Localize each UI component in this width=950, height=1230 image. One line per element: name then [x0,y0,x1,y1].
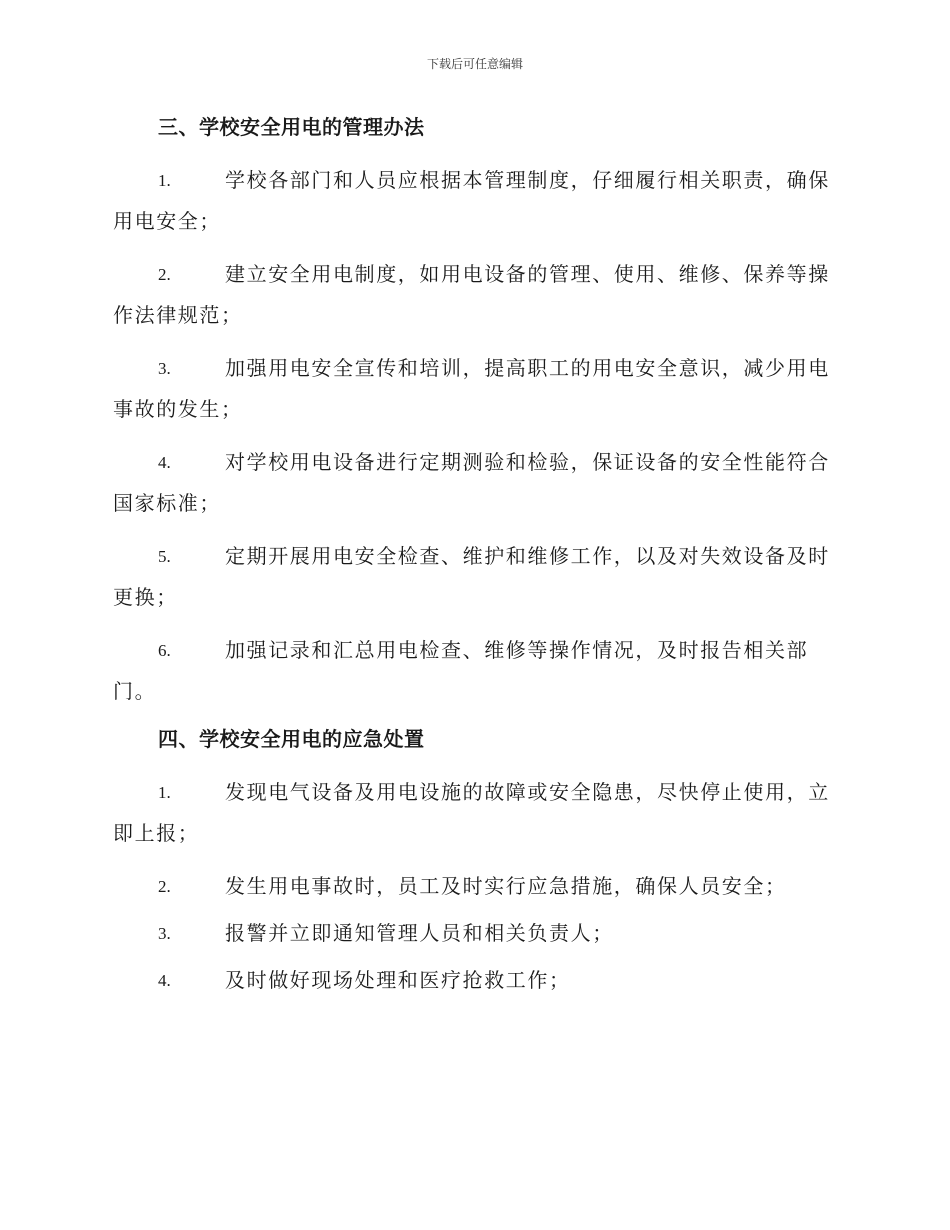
list-item [113,866,835,907]
item-number: 6. [158,641,171,660]
item-text: 对学校用电设备进行定期测验和检验，保证设备的安全性能符合国家标准； [113,450,830,515]
section-title: 三、学校安全用电的管理办法 [158,115,425,139]
header-note: 下载后可任意编辑 [426,57,523,71]
item-number: 4. [158,453,171,472]
list-item [113,254,835,336]
item-text: 学校各部门和人员应根据本管理制度，仔细履行相关职责，确保用电安全； [113,168,830,233]
item-text: 建立安全用电制度，如用电设备的管理、使用、维修、保养等操作法律规范； [113,262,830,327]
item-text: 加强用电安全宣传和培训，提高职工的用电安全意识，减少用电事故的发生； [113,356,830,421]
item-number: 1. [158,783,171,802]
list-item [113,772,835,854]
list-item [113,913,835,954]
list-item [113,630,835,712]
list-item [113,160,835,242]
item-text: 及时做好现场处理和医疗抢救工作； [225,968,571,992]
list-item [113,348,835,430]
section-management [113,112,835,712]
list-item [113,536,835,618]
item-text: 发生用电事故时，员工及时实行应急措施，确保人员安全； [225,874,787,898]
list-item [113,442,835,524]
item-number: 2. [158,265,171,284]
item-text: 发现电气设备及用电设施的故障或安全隐患，尽快停止使用，立即上报； [113,780,830,845]
item-number: 2. [158,877,171,896]
list-item [113,960,835,1001]
section-title: 四、学校安全用电的应急处置 [158,727,425,751]
item-number: 3. [158,924,171,943]
item-number: 4. [158,971,171,990]
document-body [113,112,835,1007]
item-number: 3. [158,359,171,378]
item-text: 定期开展用电安全检查、维护和维修工作，以及对失效设备及时更换； [113,544,830,609]
item-text: 报警并立即通知管理人员和相关负责人； [225,921,614,945]
section-emergency [113,724,835,1001]
item-number: 5. [158,547,171,566]
item-text: 加强记录和汇总用电检查、维修等操作情况，及时报告相关部门。 [113,638,809,703]
item-number: 1. [158,171,171,190]
